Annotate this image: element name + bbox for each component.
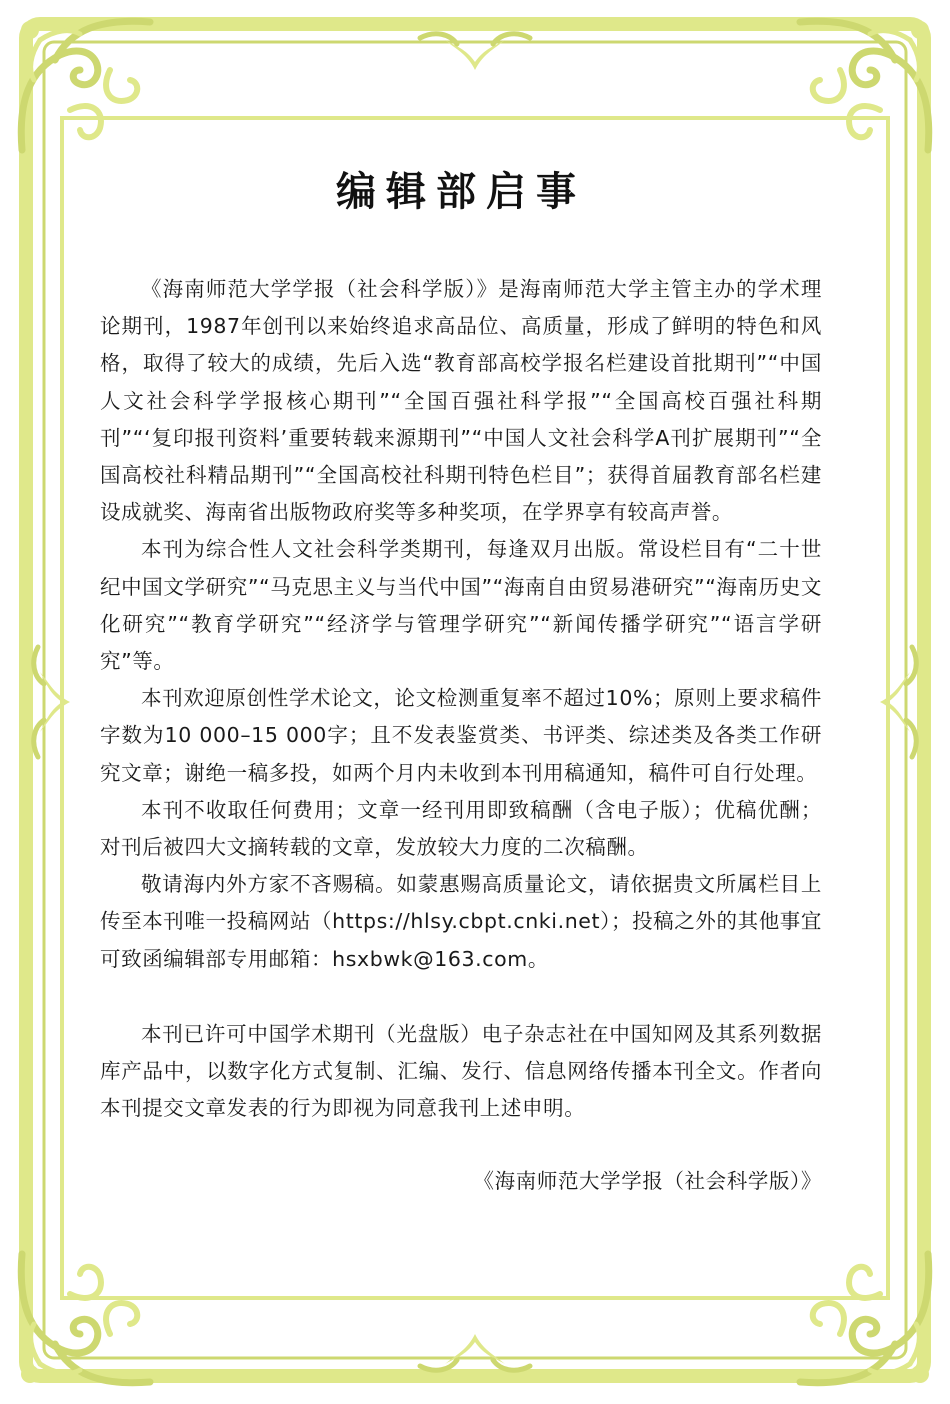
paragraph-intro: 《海南师范大学学报（社会科学版）》是海南师范大学主管主办的学术理论期刊，1987年创刊以来始终追求高品位、高质量，形成了鲜明的特色和风格，取得了较大的成绩，先后入选“教育部高校学报名栏建设首批期刊”“中国人文社会科学学报核心期刊”“全国百强社科学报”“全国高校百强社科期刊”“‘复印报刊资料’重要转载来源期刊”“中国人文社会科学A刊扩展期刊”“全国高校社科精品期刊”“全国高校社科期刊特色栏目”；获得首届教育部名栏建设成就奖、海南省出版物政府奖等多种奖项，在学界享有较高声誉。 xyxy=(100,277,822,525)
paragraph-copyright: 本刊已许可中国学术期刊（光盘版）电子杂志社在中国知网及其系列数据库产品中，以数字化方式复制、汇编、发行、信息网络传播本刊全文。作者向本刊提交文章发表的行为即视为同意我刊上述申明。 xyxy=(100,1021,822,1121)
paragraph-columns: 本刊为综合性人文社会科学类期刊，每逢双月出版。常设栏目有“二十世纪中国文学研究”“马克思主义与当代中国”“海南自由贸易港研究”“海南历史文化研究”“教育学研究”“经济学与管理学研究”“新闻传播学研究”“语言学研究”等。 xyxy=(100,537,822,674)
paragraph-submission-rules: 本刊欢迎原创性学术论文，论文检测重复率不超过10%；原则上要求稿件字数为10 000–15 000字；且不发表鉴赏类、书评类、综述类及各类工作研究文章；谢绝一稿多投，如两个月内未收到本刊用稿通知，稿件可自行处理。 xyxy=(100,686,822,785)
signature: 《海南师范大学学报（社会科学版）》 xyxy=(473,1169,822,1194)
page-title: 编辑部启事 xyxy=(336,169,586,215)
paragraph-fees: 本刊不收取任何费用；文章一经刊用即致稿酬（含电子版）；优稿优酬；对刊后被四大文摘转载的文章，发放较大力度的二次稿酬。 xyxy=(100,797,822,860)
paragraph-contact: 敬请海内外方家不吝赐稿。如蒙惠赐高质量论文，请依据贵文所属栏目上传至本刊唯一投稿网站（https://hlsy.cbpt.cnki.net）；投稿之外的其他事宜可致函编辑部专用邮箱：hsxbwk@163.com。 xyxy=(100,872,822,971)
notice-content xyxy=(100,160,822,1200)
